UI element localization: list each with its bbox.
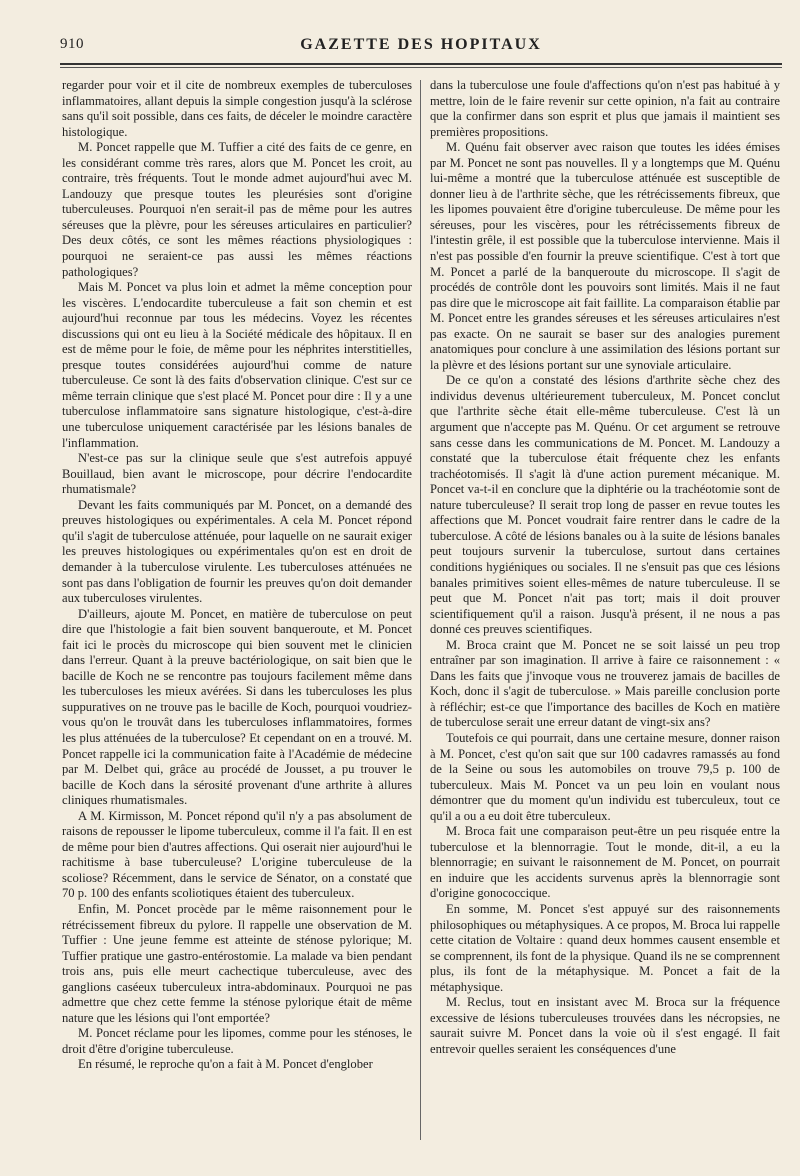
- column-divider: [420, 80, 421, 1140]
- header-rule-thin: [60, 67, 782, 68]
- paragraph: De ce qu'on a constaté des lésions d'arthrite sèche chez des individus devenus ultérieurement tuberculeux, M. Poncet conclut que l'arthrite sèche était elle-même tuberculeuse. C'est là un argument que n'accepte pas M. Quénu. Or cet argument se retrouve sans cesse dans les communications de M. Poncet. M. Landouzy a constaté que la tuberculose était fréquente chez les enfants trachéotomisés. Il s'agit là d'une action purement mécanique. M. Poncet va-t-il en conclure que la diphtérie ou la trachéotomie sont de nature tuberculeuse? Il serait trop long de passer en revue toutes les affections que M. Poncet voudrait faire rentrer dans le cadre de la tuberculose. A côté de lésions banales ou à la suite de lésions banales peut toujours survenir la tuberculose, surtout dans certaines conditions hygiéniques ou sociales. Il ne s'ensuit pas que ces lésions banales primitives soient elles-mêmes de nature tuberculeuse. Il se peut que M. Poncet n'ait pas tort; mais il doit prouver scientifiquement qu'il a raison. Jusqu'à présent, il ne nous a pas donné ces preuves scientifiques.: [430, 373, 780, 637]
- paragraph: dans la tuberculose une foule d'affections qu'on n'est pas habitué à y mettre, loin de le faire revenir sur cette opinion, n'a fait au contraire que la confirmer dans son esprit et plus que jamais il maintient ses premières propositions.: [430, 78, 780, 139]
- paragraph: M. Poncet réclame pour les lipomes, comme pour les sténoses, le droit d'être d'origine tuberculeuse.: [62, 1026, 412, 1056]
- paragraph: En somme, M. Poncet s'est appuyé sur des raisonnements philosophiques ou métaphysiques. A ce propos, M. Broca lui rappelle cette citation de Voltaire : quand deux hommes causent ensemble et se comprennent, ils font de la physique. Quand ils ne se comprennent plus, ils font de la métaphysique. M. Poncet a fait de la métaphysique.: [430, 901, 780, 994]
- paragraph: En résumé, le reproche qu'on a fait à M. Poncet d'englober: [78, 1057, 373, 1072]
- paragraph: M. Broca craint que M. Poncet ne se soit laissé un peu trop entraîner par son imagination. Il arrive à faire ce raisonnement : « Dans les faits que j'invoque vous ne trouverez jamais de bacilles de Koch, donc il s'agit de tuberculose. » Mais pareille conclusion porte à réfléchir; est-ce que l'importance des bacilles de Koch en matière de tuberculose serait une erreur datant de vingt-six ans?: [430, 637, 780, 730]
- paragraph: M. Reclus, tout en insistant avec M. Broca sur la fréquence excessive de lésions tuberculeuses trouvées dans les nécropsies, ne saurait suivre M. Poncet dans la voie où il s'est engagé. Il fait entrevoir quelles seraient les conséquences d'une: [430, 995, 780, 1056]
- paragraph: Mais M. Poncet va plus loin et admet la même conception pour les viscères. L'endocardite tuberculeuse a fait son chemin et est aujourd'hui reconnue par tous les médecins. Voyez les récentes discussions qui ont eu lieu à la Société médicale des hôpitaux. Il en est de même pour le foie, de même pour les néphrites interstitielles, presque toutes considérées aujourd'hui comme de nature tuberculeuse. Ce sont là des faits d'observation clinique. C'est sur ce même terrain clinique que s'est placé M. Poncet pour dire : Il y a une tuberculose inflammatoire sans signature histologique, c'est-à-dire une tuberculose uniquement caractérisée par les lésions banales de l'inflammation.: [62, 280, 412, 450]
- right-column: [430, 78, 780, 1158]
- paragraph: Enfin, M. Poncet procède par le même raisonnement pour le rétrécissement fibreux du pylore. Il rappelle une observation de M. Tuffier : Une jeune femme est atteinte de sténose pylorique; M. Tuffier pratique une gastro-entérostomie. La malade va bien pendant trois ans, puis elle meurt cachectique tuberculeuse, avec des ganglions caséeux tuberculeux intra-abdominaux. Pourquoi ne pas admettre que chez cette femme la sténose pylorique était de même nature que les lésions qui l'ont emportée?: [62, 901, 412, 1025]
- page-number: 910: [60, 36, 84, 52]
- paragraph: M. Poncet rappelle que M. Tuffier a cité des faits de ce genre, en les considérant comme très rares, alors que M. Poncet les croit, au contraire, très fréquents. Tout le monde admet aujourd'hui avec M. Landouzy que presque toutes les pleurésies sont d'origine tuberculeuses. Pourquoi n'en serait-il pas de même pour les autres séreuses que la plèvre, pour les séreuses articulaires en particulier? Des deux côtés, ce sont les mêmes réactions physiologiques : pourquoi ne seraient-ce pas aussi les mêmes réactions pathologiques?: [62, 140, 412, 279]
- paragraph: regarder pour voir et il cite de nombreux exemples de tuberculoses inflammatoires, allant depuis la simple congestion jusqu'à la sclérose sans qu'il soit possible, dans ces faits, de déceler le moindre caractère histologique.: [62, 78, 412, 139]
- paragraph: M. Broca fait une comparaison peut-être un peu risquée entre la tuberculose et la blennorragie. Tout le monde, dit-il, a eu la blennorragie; en suivant le raisonnement de M. Poncet, on pourrait en induire que les accidents survenus après la blennorragie sont d'origine gonococcique.: [430, 824, 780, 901]
- running-title: GAZETTE DES HOPITAUX: [300, 36, 542, 53]
- header-rule: [60, 63, 782, 65]
- paragraph: Devant les faits communiqués par M. Poncet, on a demandé des preuves histologiques ou expérimentales. A cela M. Poncet répond qu'il s'agit de tuberculose atténuée, pour laquelle on ne saurait exiger les preuves histologiques ou expérimentales qu'on est en droit de demander à la tuberculose virulente. Les tuberculoses atténuées ne sont pas dans l'obligation de fournir les preuves qu'on doit demander aux tuberculoses virulentes.: [62, 497, 412, 606]
- paragraph: M. Quénu fait observer avec raison que toutes les idées émises par M. Poncet ne sont pas nouvelles. Il y a longtemps que M. Quénu lui-même a montré que la tuberculose atténuée est susceptible de donner lieu à de l'arthrite sèche, que les rétrécissements fibreux, que les lipomes pouvaient être d'origine tuberculeuse. De même pour les séreuses, pour les viscères, pour les rétrécissements fibreux de l'intestin grêle, il est possible que la tuberculose intervienne. Mais il n'est pas possible d'en fournir la preuve scientifique. C'est à tort que M. Poncet a parlé de la banqueroute du microscope. Il s'agit de procédés de contrôle dont les pouvoirs sont limités. Mais il ne faut pas dire que le microscope ait fait faillite. La comparaison établie par M. Poncet entre les grandes séreuses et les séreuses articulaires n'est pas exacte. On ne saurait se baser sur des analogies purement anatomiques pour conclure à une assimilation des lésions portant sur la plèvre et des lésions portant sur une synoviale articulaire.: [430, 140, 780, 372]
- page-header: [60, 34, 782, 62]
- left-column: [62, 78, 412, 1158]
- paragraph: Toutefois ce qui pourrait, dans une certaine mesure, donner raison à M. Poncet, c'est qu'on sait que sur 100 cadavres ramassés au fond de la Seine ou sous les automobiles on trouve 79,5 p. 100 de tuberculeux. Mais M. Poncet va un peu loin en voulant nous démontrer que du moment qu'un individu est tuberculeux, tout ce qu'il a ou a eu doit être tuberculeux.: [430, 730, 780, 823]
- paragraph: D'ailleurs, ajoute M. Poncet, en matière de tuberculose on peut dire que l'histologie a fait bien souvent banqueroute, et M. Poncet fait ici le procès du microscope qui bien souvent met le clinicien dans l'erreur. Quant à la preuve bactériologique, on sait bien que le bacille de Koch ne se rencontre pas toujours facilement même dans les tuberculoses les mieux avérées. Si dans les tuberculoses les plus suppuratives on ne trouve pas le bacille de Koch, pourquoi voudriez-vous qu'on le trouvât dans les tuberculoses inflammatoires, formes les plus atténuées de la tuberculose? Et cependant on en a trouvé. M. Poncet rappelle ici la communication faite à l'Académie de médecine par M. Delbet qui, grâce au procédé de Jousset, a pu trouver le bacille de Koch dans la sérosité provenant d'une arthrite à allures cliniques rhumatismales.: [62, 606, 412, 808]
- paragraph: A M. Kirmisson, M. Poncet répond qu'il n'y a pas absolument de raisons de repousser le lipome tuberculeux, comme il l'a fait. Il en est de même pour bien d'autres affections. Qui oserait nier aujourd'hui le rachitisme à base tuberculeuse? L'origine tuberculeuse de la scoliose? Récemment, dans le service de Sénator, on a constaté que 70 p. 100 des enfants scoliotiques étaient des tuberculeux.: [62, 808, 412, 901]
- paragraph: N'est-ce pas sur la clinique seule que s'est autrefois appuyé Bouillaud, bien avant le microscope, pour décrire l'endocardite rhumatismale?: [62, 451, 412, 497]
